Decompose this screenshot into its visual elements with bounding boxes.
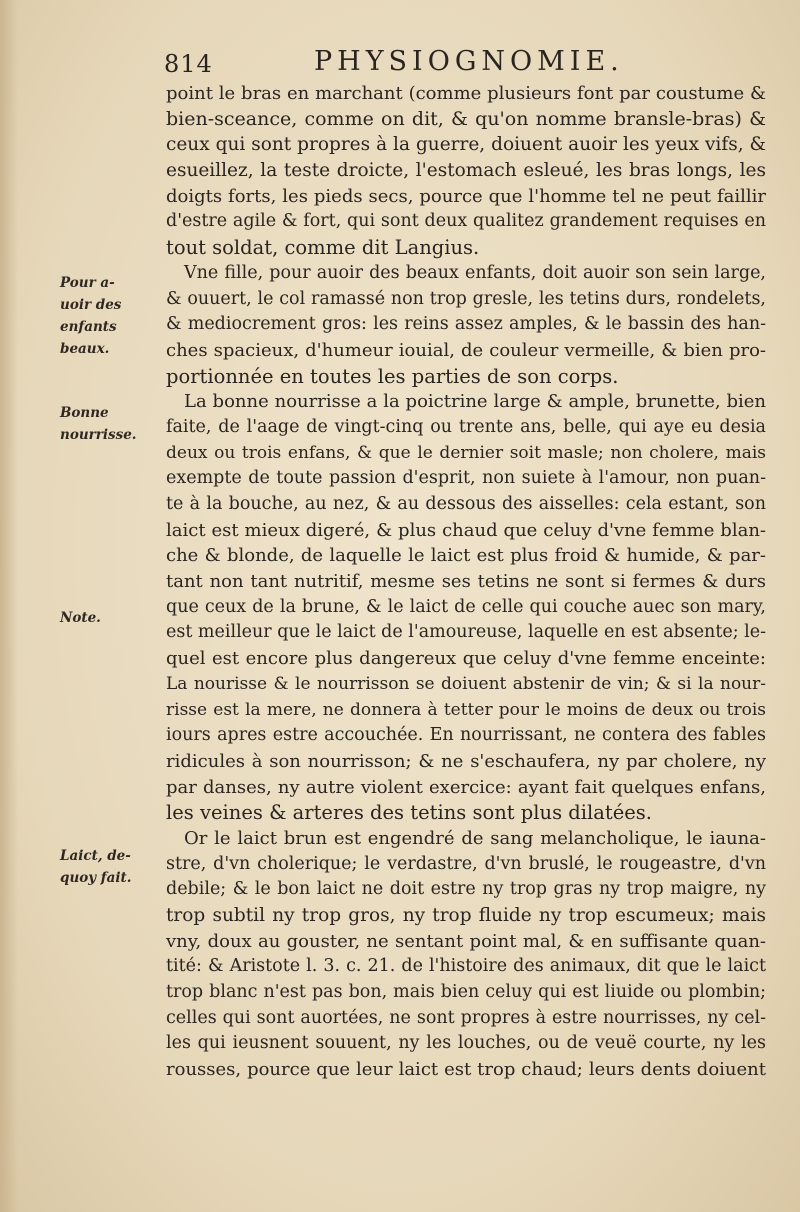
text-line: Vne fille, pour auoir des beaux enfants, doit auoir son sein large, [184, 262, 766, 283]
margin-note-beaux-enfants [60, 272, 160, 360]
text-line: trop subtil ny trop gros, ny trop fluide ny trop escumeux; mais [166, 905, 766, 926]
text-line: iours apres estre accouchée. En nourrissant, ne contera des fables [166, 725, 766, 746]
margin-note-laict [60, 845, 160, 889]
text-line: debile; & le bon laict ne doit estre ny trop gras ny trop maigre, ny [166, 879, 766, 900]
page-edge-shadow [0, 0, 18, 1212]
text-line: La nourisse & le nourrisson se doiuent abstenir de vin; & si la nour- [166, 673, 766, 694]
margin-note-line: uoir des [60, 297, 122, 313]
text-line: La bonne nourrisse a la poictrine large & ample, brunette, bien [184, 391, 766, 413]
page-number: 814 [164, 50, 213, 78]
margin-note-note [60, 607, 160, 629]
text-line: exempte de toute passion d'esprit, non suiete à l'amour, non puan- [166, 468, 766, 489]
margin-note-line: Pour a- [60, 275, 115, 291]
text-line: che & blonde, de laquelle le laict est plus froid & humide, & par- [166, 545, 766, 567]
margin-note-line: quoy fait. [60, 870, 132, 886]
text-line: trop blanc n'est pas bon, mais bien celuy qui est liuide ou plombin; [166, 982, 766, 1003]
margin-note-line: nourrisse. [60, 427, 137, 443]
text-line: te à la bouche, au nez, & au dessous des aisselles: cela estant, son [166, 494, 766, 514]
text-line: d'estre agile & fort, qui sont deux qualitez grandement requises en [166, 211, 766, 232]
text-line: faite, de l'aage de vingt-cinq ou trente ans, belle, qui aye eu desia [166, 416, 766, 437]
body-text [166, 81, 766, 1083]
text-line: quel est encore plus dangereux que celuy d'vne femme enceinte: [166, 648, 766, 670]
text-line: ceux qui sont propres à la guerre, doiuent auoir les yeux vifs, & [166, 134, 766, 156]
text-line: stre, d'vn cholerique; le verdastre, d'vn bruslé, le rougeastre, d'vn [166, 853, 766, 874]
text-line: que ceux de la brune, & le laict de celle qui couche auec son mary, [166, 596, 766, 617]
text-line: ches spacieux, d'humeur iouial, de couleur vermeille, & bien pro- [166, 339, 766, 361]
text-line: vny, doux au gouster, ne sentant point mal, & en suffisante quan- [166, 930, 766, 952]
page-header [164, 46, 764, 82]
text-line: tant non tant nutritif, mesme ses tetins ne sont si fermes & durs [166, 571, 766, 593]
margin-note-line: Bonne [60, 405, 109, 421]
margin-note-line: Laict, de- [60, 848, 131, 864]
text-line: Or le laict brun est engendré de sang melancholique, le iauna- [184, 827, 766, 849]
text-line: par danses, ny autre violent exercice: ayant fait quelques enfans, [166, 776, 766, 798]
text-line: ridicules à son nourrisson; & ne s'eschaufera, ny par cholere, ny [166, 750, 766, 772]
text-line: & ouuert, le col ramassé non trop gresle, les tetins durs, rondelets, [166, 288, 766, 309]
text-line: risse est la mere, ne donnera à tetter pour le moins de deux ou trois [166, 699, 766, 720]
margin-note-bonne-nourrisse [60, 402, 160, 446]
text-line: tité: & Aristote l. 3. c. 21. de l'histoire des animaux, dit que le laict [166, 956, 766, 977]
text-line: doigts forts, les pieds secs, pource que l'homme tel ne peut faillir [166, 185, 766, 207]
text-line: & mediocrement gros: les reins assez amples, & le bassin des han- [166, 314, 766, 335]
text-line: deux ou trois enfans, & que le dernier soit masle; non cholere, mais [166, 442, 766, 463]
margin-note-line: Note. [60, 610, 101, 626]
text-line: portionnée en toutes les parties de son corps. [166, 364, 619, 388]
text-line: celles qui sont auortées, ne sont propres à estre nourrisses, ny cel- [166, 1007, 766, 1028]
margin-note-line: beaux. [60, 341, 110, 357]
margin-note-line: enfants [60, 319, 117, 335]
text-line: tout soldat, comme dit Langius. [166, 236, 480, 260]
text-line: point le bras en marchant (comme plusieurs font par coustume & [166, 83, 766, 104]
text-line: les veines & arteres des tetins sont plus dilatées. [166, 801, 652, 825]
text-line: esueillez, la teste droicte, l'estomach esleué, les bras longs, les [166, 160, 766, 182]
text-line: bien-sceance, comme on dit, & qu'on nomme bransle-bras) & [166, 107, 766, 130]
text-line: rousses, pource que leur laict est trop chaud; leurs dents doiuent [166, 1059, 766, 1081]
running-title: PHYSIOGNOMIE. [314, 46, 624, 77]
text-line: laict est mieux digeré, & plus chaud que celuy d'vne femme blan- [166, 519, 766, 541]
text-line: les qui ieusnent souuent, ny les louches, ou de veuë courte, ny les [166, 1033, 766, 1054]
text-line: est meilleur que le laict de l'amoureuse, laquelle en est absente; le- [166, 622, 767, 643]
